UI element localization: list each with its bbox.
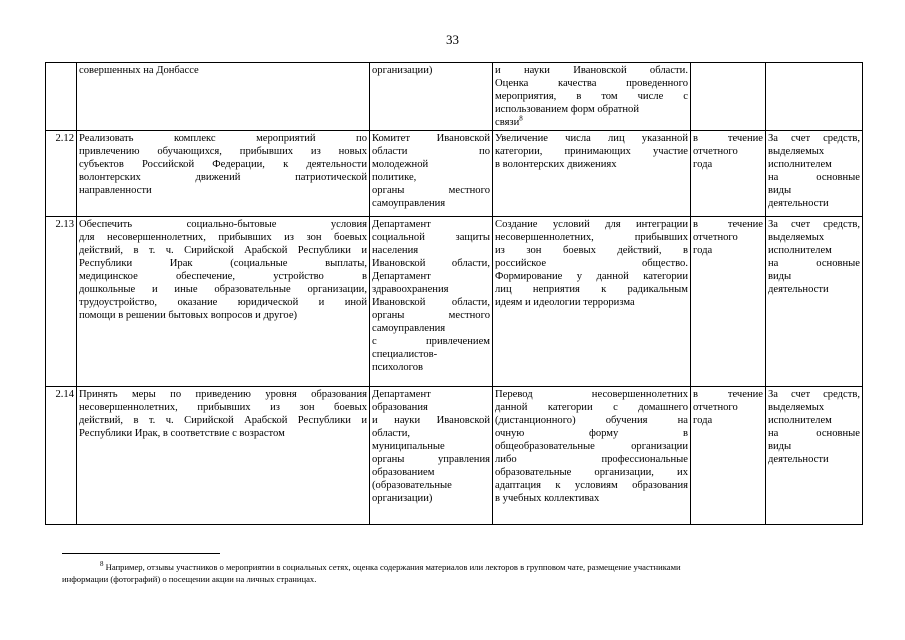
cell-line: в течение bbox=[693, 389, 763, 400]
cell-line: отчетного bbox=[693, 402, 738, 413]
deadline-cell bbox=[691, 131, 766, 217]
row-number-cell: 2.12 bbox=[46, 131, 77, 217]
footnote-line bbox=[62, 561, 862, 573]
funding-cell bbox=[766, 131, 863, 217]
cell-line: Комитет Ивановской bbox=[372, 133, 490, 144]
cell-line: деятельности bbox=[768, 454, 829, 465]
cell-line: выделяемых bbox=[768, 232, 825, 243]
cell-line: Ивановской области, bbox=[372, 258, 490, 269]
cell-line: на основные bbox=[768, 428, 860, 439]
cell-line: органы местного bbox=[372, 185, 490, 196]
cell-line: в волонтерских движениях bbox=[495, 159, 617, 170]
cell-line: органы местного bbox=[372, 310, 490, 321]
event-cell bbox=[77, 131, 370, 217]
footnote-text: Например, отзывы участников о мероприятии в социальных сетях, оценка содержания материалов или лекторов в групповом чате, размещение участниками bbox=[105, 562, 681, 572]
responsible-cell bbox=[370, 131, 493, 217]
cell-line: и науки Ивановской bbox=[372, 415, 490, 426]
cell-line: из зон боевых действий, в bbox=[495, 245, 688, 256]
cell-line: для несовершеннолетних, прибывших из зон боевых bbox=[79, 232, 367, 243]
cell-line: волонтерских движений патриотической bbox=[79, 172, 367, 183]
cell-line: с привлечением bbox=[372, 336, 490, 347]
cell-line: виды bbox=[768, 185, 792, 196]
cell-line: политике, bbox=[372, 172, 417, 183]
cell-line: Оценка качества проведенного bbox=[495, 78, 688, 89]
cell-line: данной категории с домашнего bbox=[495, 402, 688, 413]
cell-line: несовершеннолетних, прибывших bbox=[495, 232, 688, 243]
cell-line: Обеспечить социально-бытовые условия bbox=[79, 219, 367, 230]
cell-line: категории, принимающих участие bbox=[495, 146, 688, 157]
responsible-cell bbox=[370, 217, 493, 387]
cell-line: Ивановской области, bbox=[372, 297, 490, 308]
result-cell bbox=[493, 63, 691, 131]
cell-line: российское общество. bbox=[495, 258, 688, 269]
cell-line: области по bbox=[372, 146, 490, 157]
footnote-marker: 8 bbox=[100, 560, 104, 569]
cell-line: образования bbox=[372, 402, 428, 413]
event-cell bbox=[77, 387, 370, 525]
cell-line: населения bbox=[372, 245, 419, 256]
cell-line: Перевод несовершеннолетних bbox=[495, 389, 688, 400]
cell-line: года bbox=[693, 415, 713, 426]
responsible-cell bbox=[370, 387, 493, 525]
cell-line: года bbox=[693, 159, 713, 170]
cell-line: отчетного bbox=[693, 146, 738, 157]
funding-cell bbox=[766, 387, 863, 525]
row-number-cell: 2.14 bbox=[46, 387, 77, 525]
event-cell bbox=[77, 63, 370, 131]
cell-line: муниципальные bbox=[372, 441, 445, 452]
cell-line: самоуправления bbox=[372, 198, 446, 209]
cell-line: связи bbox=[495, 117, 520, 128]
cell-line: и науки Ивановской области. bbox=[495, 65, 688, 76]
cell-line: действий, в т. ч. Сирийской Арабской Республики и bbox=[79, 245, 367, 256]
cell-line: самоуправления bbox=[372, 323, 446, 334]
measures-table bbox=[45, 62, 863, 525]
cell-line: здравоохранения bbox=[372, 284, 449, 295]
cell-line: помощи в решении бытовых вопросов и другое) bbox=[79, 310, 298, 321]
cell-line: Увеличение числа лиц указанной bbox=[495, 133, 688, 144]
footnote-line: информации (фотографий) о посещении акции на личных страницах. bbox=[62, 574, 317, 584]
cell-line: на основные bbox=[768, 172, 860, 183]
cell-line: использованием форм обратной bbox=[495, 104, 640, 115]
cell-line: психологов bbox=[372, 362, 424, 373]
table-row bbox=[46, 387, 863, 525]
cell-line: дошкольные и иные образовательные организации, bbox=[79, 284, 367, 295]
page-number: 33 bbox=[446, 32, 459, 47]
result-cell bbox=[493, 387, 691, 525]
cell-line: очную форму в bbox=[495, 428, 688, 439]
table-row bbox=[46, 63, 863, 131]
cell-line: в течение bbox=[693, 219, 763, 230]
cell-line: мероприятия, в том числе с bbox=[495, 91, 688, 102]
cell-line: Создание условий для интеграции bbox=[495, 219, 688, 230]
cell-line: исполнителем bbox=[768, 415, 832, 426]
cell-line: деятельности bbox=[768, 198, 829, 209]
cell-line: (образовательные bbox=[372, 480, 452, 491]
cell-line: социальной защиты bbox=[372, 232, 490, 243]
event-cell bbox=[77, 217, 370, 387]
result-cell bbox=[493, 131, 691, 217]
cell-line: организации) bbox=[372, 493, 433, 504]
footnote-ref: 8 bbox=[519, 114, 523, 123]
cell-line: виды bbox=[768, 271, 792, 282]
cell-line: медицинское обеспечение, устройство в bbox=[79, 271, 367, 282]
cell-line: выделяемых bbox=[768, 402, 825, 413]
cell-line: За счет средств, bbox=[768, 133, 860, 144]
cell-line: Реализовать комплекс мероприятий по bbox=[79, 133, 367, 144]
funding-cell bbox=[766, 63, 863, 131]
cell-line: организации) bbox=[372, 65, 433, 76]
table-row bbox=[46, 131, 863, 217]
responsible-cell bbox=[370, 63, 493, 131]
cell-line: деятельности bbox=[768, 284, 829, 295]
cell-line: в течение bbox=[693, 133, 763, 144]
footnote-separator bbox=[62, 553, 220, 554]
cell-line: отчетного bbox=[693, 232, 738, 243]
cell-line: на основные bbox=[768, 258, 860, 269]
cell-line: Департамент bbox=[372, 389, 431, 400]
cell-line: Принять меры по приведению уровня образования bbox=[79, 389, 367, 400]
cell-line: исполнителем bbox=[768, 245, 832, 256]
cell-line: направленности bbox=[79, 185, 152, 196]
cell-line: трудоустройство, оказание юридической и иной bbox=[79, 297, 367, 308]
cell-line: либо профессиональные bbox=[495, 454, 688, 465]
cell-line: Республики Ирак (социальные выплаты, bbox=[79, 258, 367, 269]
deadline-cell bbox=[691, 387, 766, 525]
deadline-cell bbox=[691, 217, 766, 387]
cell-line: общеобразовательные организации bbox=[495, 441, 688, 452]
cell-line: органы управления bbox=[372, 454, 490, 465]
cell-line: специалистов- bbox=[372, 349, 438, 360]
cell-line: Республики Ирак, в соответствие с возрастом bbox=[79, 428, 285, 439]
cell-line: года bbox=[693, 245, 713, 256]
cell-line: адаптация к условиям образования bbox=[495, 480, 688, 491]
cell-line: За счет средств, bbox=[768, 389, 860, 400]
cell-line: За счет средств, bbox=[768, 219, 860, 230]
cell-line: Департамент bbox=[372, 219, 431, 230]
row-number-cell bbox=[46, 63, 77, 131]
cell-line: области, bbox=[372, 428, 411, 439]
cell-line: исполнителем bbox=[768, 159, 832, 170]
cell-line: несовершеннолетних, прибывших из зон боевых bbox=[79, 402, 367, 413]
cell-line: Департамент bbox=[372, 271, 431, 282]
cell-line: Формирование у данной категории bbox=[495, 271, 688, 282]
cell-line: привлечению обучающихся, прибывших из новых bbox=[79, 146, 367, 157]
result-cell bbox=[493, 217, 691, 387]
table-row bbox=[46, 217, 863, 387]
row-number-cell: 2.13 bbox=[46, 217, 77, 387]
cell-line: действий, в т. ч. Сирийской Арабской Республики и bbox=[79, 415, 367, 426]
cell-line: идеям и идеологии терроризма bbox=[495, 297, 635, 308]
cell-line: субъектов Российской Федерации, к деятельности bbox=[79, 159, 367, 170]
deadline-cell bbox=[691, 63, 766, 131]
cell-line: совершенных на Донбассе bbox=[79, 65, 199, 76]
footnote bbox=[62, 561, 862, 585]
cell-line: виды bbox=[768, 441, 792, 452]
cell-line: образованием bbox=[372, 467, 435, 478]
cell-line: молодежной bbox=[372, 159, 429, 170]
cell-line: образовательные организации, их bbox=[495, 467, 688, 478]
cell-line: выделяемых bbox=[768, 146, 825, 157]
cell-line: лиц неприятия к радикальным bbox=[495, 284, 688, 295]
cell-line: в учебных коллективах bbox=[495, 493, 600, 504]
cell-line: (дистанционного) обучения на bbox=[495, 415, 688, 426]
funding-cell bbox=[766, 217, 863, 387]
